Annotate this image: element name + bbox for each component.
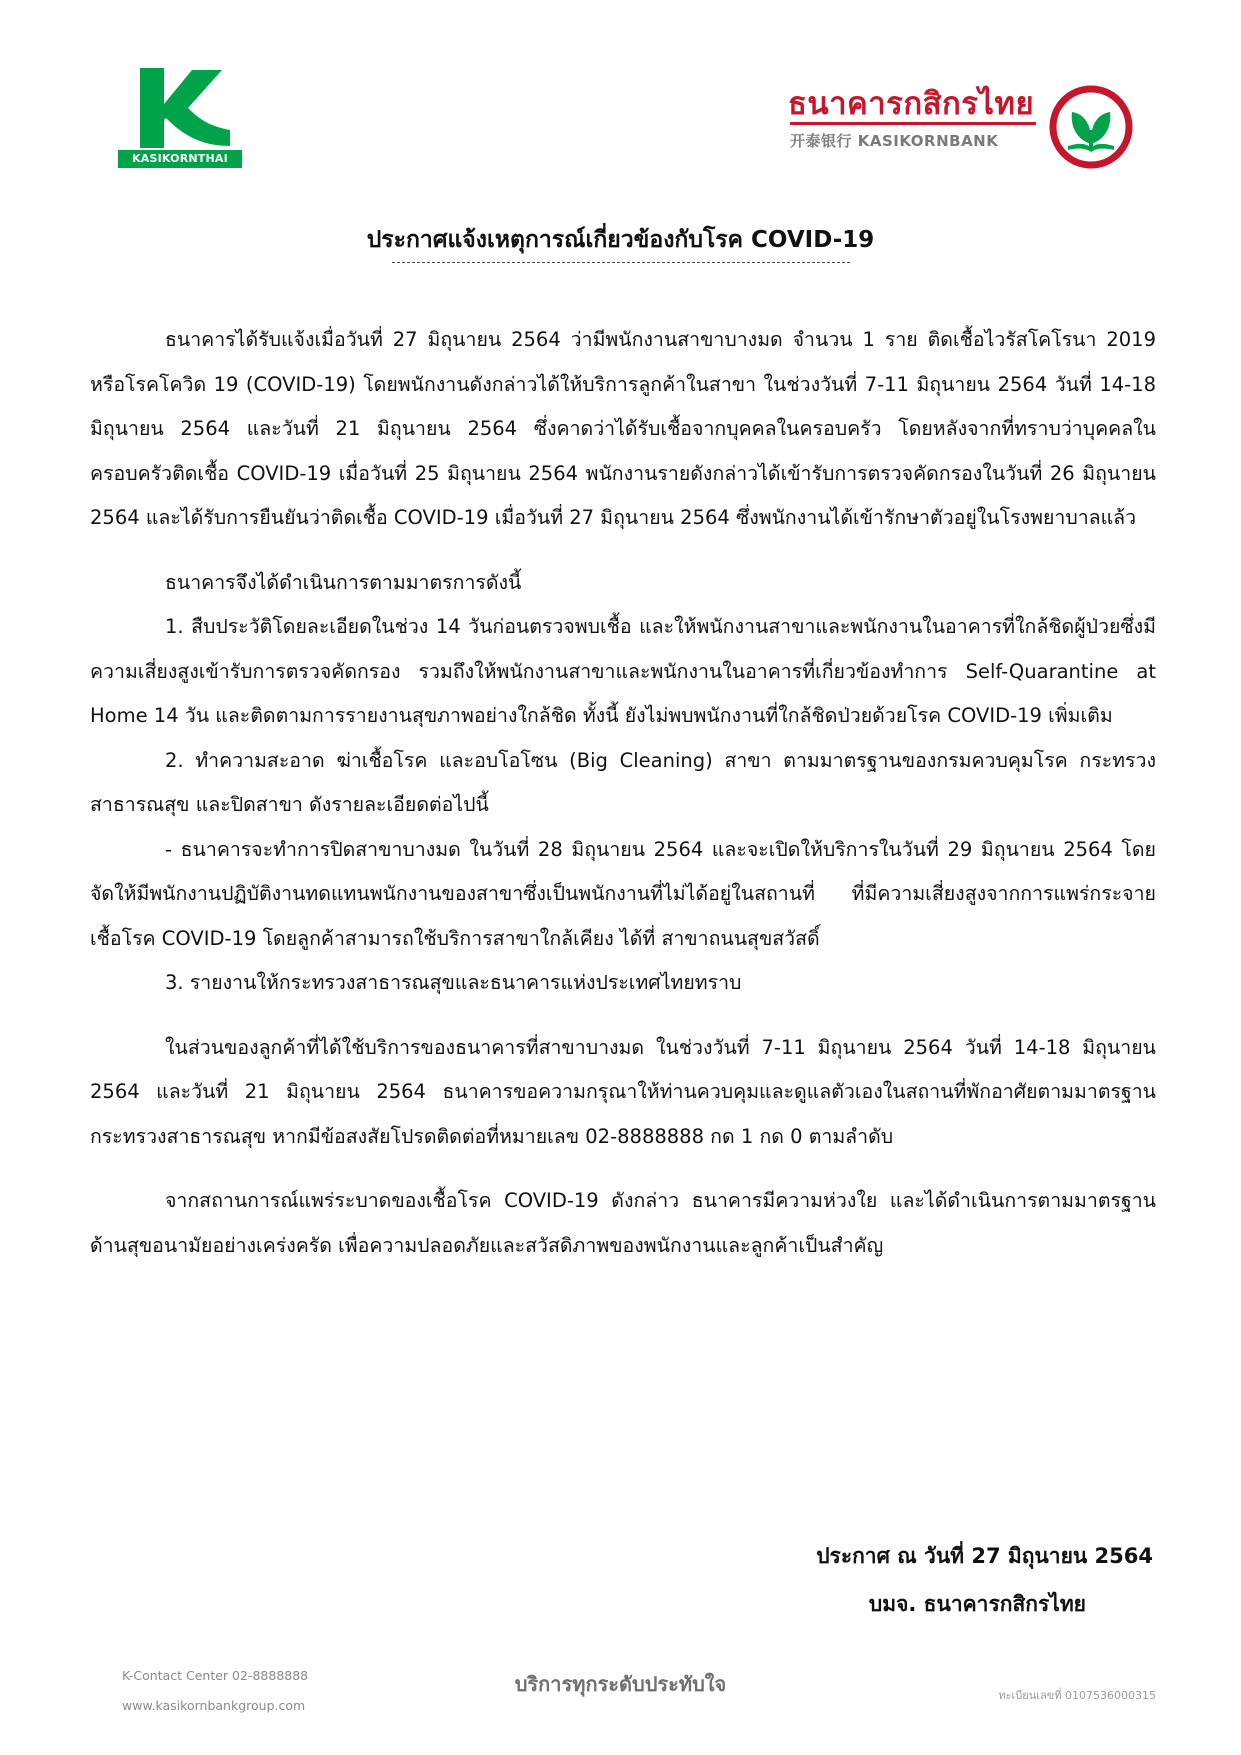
registration-number: ทะเบียนเลขที่ 0107536000315 <box>998 1689 1156 1702</box>
paragraph-measures-intro: ธนาคารจึงได้ดำเนินการตามมาตรการดังนี้ <box>165 570 522 594</box>
contact-center: K-Contact Center 02-8888888 <box>122 1668 309 1683</box>
paragraph-measure-2: 2. ทำความสะอาด ฆ่าเชื้อโรค และอบโอโซน (Big Cleaning) สาขา ตามมาตรฐานของกรมควบคุมโรค กระทรวงสาธารณสุข และปิดสาขา ดังรายละเอียดต่อไปนี้ <box>90 748 1156 816</box>
website-link[interactable]: www.kasikornbankgroup.com <box>122 1698 306 1713</box>
kasikornbank-logo <box>788 78 1168 178</box>
issuer-name: บมจ. ธนาคารกสิกรไทย <box>868 1592 1086 1616</box>
bank-name-thai: ธนาคารกสิกรไทย <box>788 86 1035 122</box>
paragraph-customer-advice: ในส่วนของลูกค้าที่ได้ใช้บริการของธนาคารที่สาขาบางมด ในช่วงวันที่ 7-11 มิถุนายน 2564 วันที่ 14-18 มิถุนายน 2564 และวันที่ 21 มิถุนายน 2564 ธนาคารขอความกรุณาให้ท่านควบคุมและดูแลตัวเองในสถานที่พักอาศัยตามมาตรฐานกระทรวงสาธารณสุข หากมีข้อสงสัยโปรดติดต่อที่หมายเลข 02-8888888 กด 1 กด 0 ตามลำดับ <box>90 1035 1156 1148</box>
paragraph-measure-3: 3. รายงานให้กระทรวงสาธารณสุขและธนาคารแห่งประเทศไทยทราบ <box>165 971 742 994</box>
paragraph-branch-closure: - ธนาคารจะทำการปิดสาขาบางมด ในวันที่ 28 มิถุนายน 2564 และจะเปิดให้บริการในวันที่ 29 มิถุนายน 2564 โดยจัดให้มีพนักงานปฏิบัติงานทดแทนพนักงานของสาขาซึ่งเป็นพนักงานที่ไม่ได้อยู่ในสถานที่ ที่มีความเสี่ยงสูงจากการแพร่กระจายเชื้อโรค COVID-19 โดยลูกค้าสามารถใช้บริการสาขาใกล้เคียง ได้ที่ สาขาถนนสุขสวัสดิ์ <box>90 837 1156 950</box>
paragraph-incident: ธนาคารได้รับแจ้งเมื่อวันที่ 27 มิถุนายน 2564 ว่ามีพนักงานสาขาบางมด จำนวน 1 ราย ติดเชื้อไวรัสโคโรนา 2019 หรือโรคโควิด 19 (COVID-19) โดยพนักงานดังกล่าวได้ให้บริการลูกค้าในสาขา ในช่วงวันที่ 7-11 มิถุนายน 2564 วันที่ 14-18 มิถุนายน 2564 และวันที่ 21 มิถุนายน 2564 ซึ่งคาดว่าได้รับเชื้อจากบุคคลในครอบครัว โดยหลังจากที่ทราบว่าบุคคลในครอบครัวติดเชื้อ COVID-19 เมื่อวันที่ 25 มิถุนายน 2564 พนักงานรายดังกล่าวได้เข้ารับการตรวจคัดกรองในวันที่ 26 มิถุนายน 2564 และได้รับการยืนยันว่าติดเชื้อ COVID-19 เมื่อวันที่ 27 มิถุนายน 2564 ซึ่งพนักงานได้เข้ารักษาตัวอยู่ในโรงพยาบาลแล้ว <box>90 328 1156 529</box>
k-letter-icon <box>126 66 236 150</box>
announcement-body <box>90 318 1156 1268</box>
paragraph-closing: จากสถานการณ์แพร่ระบาดของเชื้อโรค COVID-19 ดังกล่าว ธนาคารมีความห่วงใย และได้ดำเนินการตามมาตรฐานด้านสุขอนามัยอย่างเคร่งครัด เพื่อความปลอดภัยและสวัสดิภาพของพนักงานและลูกค้าเป็นสำคัญ <box>90 1189 1156 1257</box>
footer-slogan: บริการทุกระดับประทับใจ <box>514 1672 727 1696</box>
kasikorn-emblem-icon <box>1048 84 1134 170</box>
announcement-title: ประกาศแจ้งเหตุการณ์เกี่ยวข้องกับโรค COVID-19 <box>366 227 875 253</box>
kasikornthai-logo <box>118 66 248 176</box>
title-divider <box>392 262 850 263</box>
paragraph-measure-1: 1. สืบประวัติโดยละเอียดในช่วง 14 วันก่อนตรวจพบเชื้อ และให้พนักงานสาขาและพนักงานในอาคารที่ใกล้ชิดผู้ป่วยซึ่งมีความเสี่ยงสูงเข้ารับการตรวจคัดกรอง รวมถึงให้พนักงานสาขาและพนักงานในอาคารที่เกี่ยวข้องทำการ Self-Quarantine at Home 14 วัน และติดตามการรายงานสุขภาพอย่างใกล้ชิด ทั้งนี้ ยังไม่พบพนักงานที่ใกล้ชิดป่วยด้วยโรค COVID-19 เพิ่มเติม <box>90 615 1156 727</box>
logo-divider <box>790 122 1036 125</box>
kasikornthai-wordmark: KASIKORNTHAI <box>118 150 242 168</box>
bank-name-english: 开泰银行 KASIKORNBANK <box>790 132 999 150</box>
announcement-date: ประกาศ ณ วันที่ 27 มิถุนายน 2564 <box>816 1544 1153 1568</box>
